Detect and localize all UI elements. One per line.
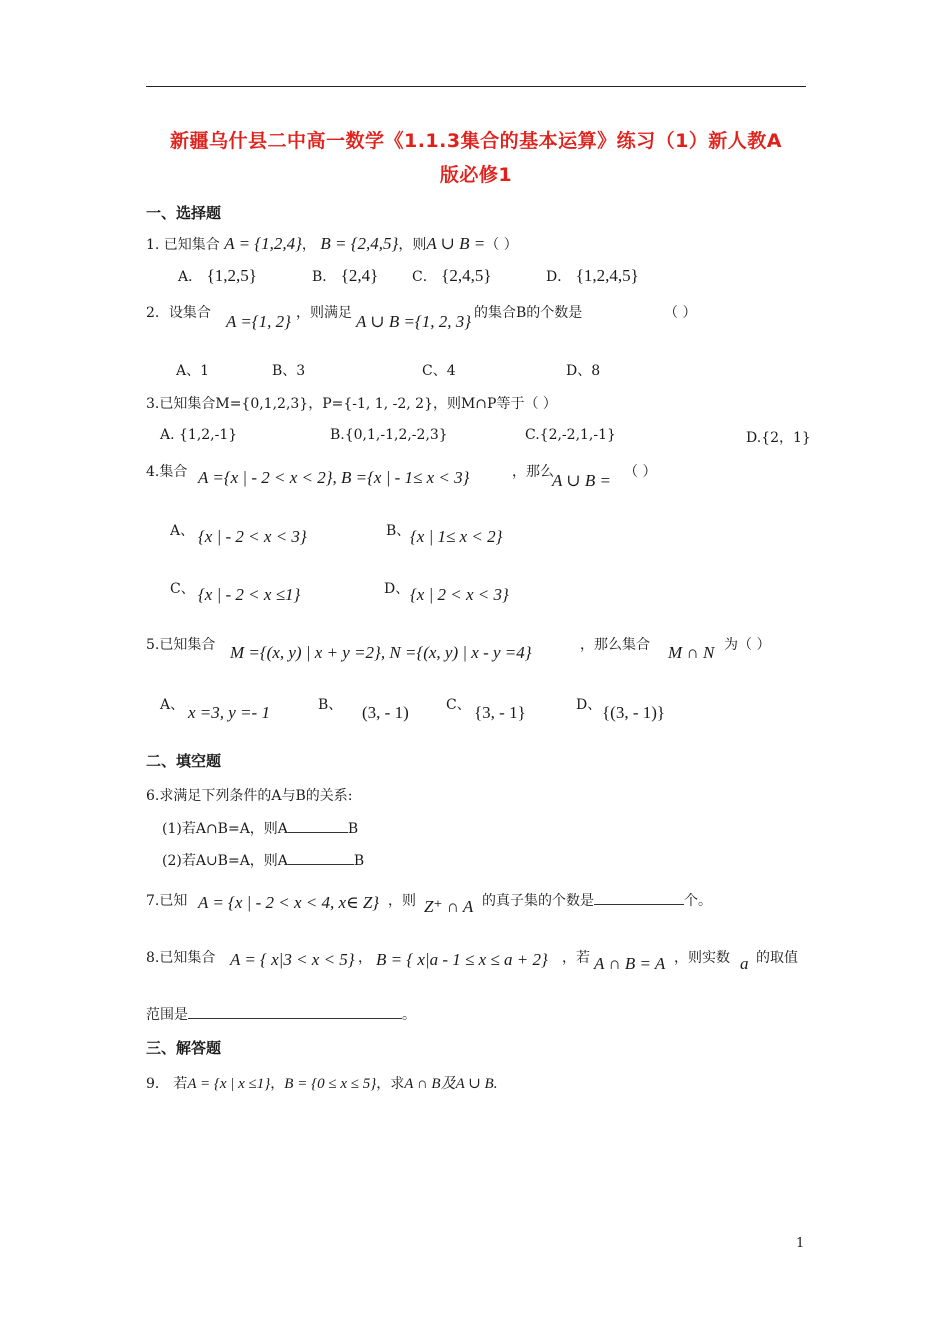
q3-option-b: B.{0,1,-1,2,-2,3}: [330, 427, 448, 443]
q8-comma: ，: [358, 950, 372, 966]
q4-option-d-value: {x | 2 < x < 3}: [410, 585, 509, 604]
q3-option-c: C.{2,-2,1,-1}: [525, 427, 616, 443]
q1-stem: [146, 234, 518, 254]
q8-stem-d: 的取值: [756, 950, 798, 966]
q5-option-c-value: {3, - 1}: [474, 703, 526, 722]
q5-option-b-value: (3, - 1): [362, 703, 409, 722]
q8-expr: A ∩ B = A: [594, 954, 666, 973]
q5-option-a-value: x =3, y =- 1: [188, 703, 270, 722]
q4-option-b-value: {x | 1≤ x < 2}: [410, 527, 503, 546]
section-solve: 三、解答题: [146, 1039, 222, 1057]
q4-paren: （ ）: [624, 464, 657, 480]
q7-stem-a: 7.已知: [146, 893, 188, 909]
q7-expr: Z⁺ ∩ A: [424, 897, 474, 916]
q5-option-b-label: B、: [318, 697, 343, 713]
q6-sub1-text: (1)若A∩B=A，则A: [162, 821, 288, 837]
q1-expr: A ∪ B =: [426, 234, 486, 253]
q5-option-d-label: D、: [576, 697, 602, 713]
header-rule: [146, 86, 806, 87]
q3-stem: 3.已知集合M={0,1,2,3}，P={-1, 1, -2, 2}，则M∩P等于（ ）: [146, 396, 557, 412]
q4-stem-a: 4.集合: [146, 464, 188, 480]
q2-set-a: A ={1, 2}: [226, 312, 291, 331]
doc-title-line1: 新疆乌什县二中高一数学《1.1.3集合的基本运算》练习（1）新人教A: [169, 130, 783, 152]
q4-option-c-label: C、: [170, 581, 195, 597]
q9-set-b: B = {0 ≤ x ≤ 5}: [284, 1076, 377, 1092]
doc-title-line2: 版必修1: [439, 164, 513, 186]
q8-set-b: B = { x|a - 1 ≤ x ≤ a + 2}: [376, 950, 548, 969]
q5-option-d-value: {(3, - 1)}: [602, 703, 666, 722]
q1-set-b: B = {2,4,5}: [320, 234, 399, 253]
q8-line2-text: 范围是: [146, 1007, 188, 1023]
q7-set: A = {x | - 2 < x < 4, x∈ Z}: [198, 893, 380, 912]
q2-option-b: B、3: [272, 363, 306, 379]
q2-option-d: D、8: [566, 363, 601, 379]
q6-blank1[interactable]: [288, 819, 348, 833]
q2-option-a: A、1: [176, 363, 210, 379]
q1-paren: （ ）: [485, 237, 518, 253]
q1-comma: ，: [301, 237, 316, 253]
q6-b2: B: [353, 853, 365, 869]
q2-stem-b: ，则满足: [296, 305, 352, 321]
q6-sub2-text: (2)若A∪B=A，则A: [162, 853, 288, 869]
q1-option-d: D． {1,2,4,5}: [546, 266, 639, 285]
q9-stem-a: 9． 若: [146, 1076, 188, 1092]
q5-expr: M ∩ N: [668, 643, 715, 662]
q5-stem-b: ，那么集合: [580, 637, 650, 653]
q4-option-c-value: {x | - 2 < x ≤1}: [198, 585, 301, 604]
q7-blank[interactable]: [594, 891, 684, 905]
q3-option-d: D.{2，1}: [746, 430, 811, 446]
q9-stem-b: ，求: [376, 1076, 405, 1092]
q5-stem-c: 为（ ）: [724, 637, 771, 653]
q4-option-d-label: D、: [384, 581, 410, 597]
q1-stem-b: ，则: [398, 237, 427, 253]
q6-sub2: [162, 850, 364, 870]
q4-stem-b: ，那么: [512, 464, 554, 480]
q2-paren: （ ）: [664, 305, 697, 321]
q4-sets: A ={x | - 2 < x < 2}, B ={x | - 1≤ x < 3}: [198, 468, 470, 487]
q9-expr: A ∩ B及A ∪ B.: [404, 1076, 498, 1092]
q4-option-a-value: {x | - 2 < x < 3}: [198, 527, 307, 546]
q5-sets: M ={(x, y) | x + y =2}, N ={(x, y) | x - y =4}: [230, 643, 532, 662]
q1-option-b: B． {2,4}: [312, 266, 379, 285]
q7-stem-b: ，则: [388, 893, 416, 909]
q4-expr: A ∪ B =: [552, 471, 611, 490]
section-fill: 二、填空题: [146, 752, 222, 770]
q9-comma: ，: [270, 1076, 285, 1092]
q6-stem: 6.求满足下列条件的A与B的关系:: [146, 788, 353, 804]
q4-option-a-label: A、: [170, 523, 195, 539]
q8-set-a: A = { x|3 < x < 5}: [230, 950, 355, 969]
q8-stem-a: 8.已知集合: [146, 950, 216, 966]
q1-stem-a: 1. 已知集合: [146, 237, 220, 253]
q4-option-b-label: B、: [386, 523, 411, 539]
q6-sub1: [162, 818, 358, 838]
section-choice: 一、选择题: [146, 204, 222, 222]
q5-stem-a: 5.已知集合: [146, 637, 216, 653]
q8-stem-b: ，若: [562, 950, 590, 966]
q1-option-c: C． {2,4,5}: [412, 266, 492, 285]
q2-option-c: C、4: [422, 363, 456, 379]
q2-expr: A ∪ B ={1, 2, 3}: [356, 312, 472, 331]
q6-blank2[interactable]: [288, 851, 354, 865]
q9-set-a: A = {x | x ≤1}: [187, 1076, 271, 1092]
q8-end: 。: [402, 1007, 416, 1023]
q8-blank[interactable]: [188, 1005, 402, 1019]
q7-stem-c: [482, 890, 712, 910]
q1-set-a: A = {1,2,4}: [224, 234, 302, 253]
q6-b1: B: [347, 821, 359, 837]
q8-var: a: [740, 954, 749, 973]
q5-option-a-label: A、: [160, 697, 185, 713]
q2-stem-c: 的集合B的个数是: [474, 305, 583, 321]
q9-stem: [146, 1072, 497, 1093]
q8-stem-c: ，则实数: [674, 950, 730, 966]
q1-option-a: A． {1,2,5}: [178, 266, 257, 285]
q7-stem-d: 个。: [684, 893, 712, 909]
q5-option-c-label: C、: [446, 697, 471, 713]
q2-stem-a: 2．设集合: [146, 305, 211, 321]
q8-line2: [146, 1004, 416, 1024]
q3-option-a: A. {1,2,-1}: [160, 427, 238, 443]
q7-stem-c-text: 的真子集的个数是: [482, 893, 594, 909]
page-number: 1: [796, 1236, 805, 1251]
